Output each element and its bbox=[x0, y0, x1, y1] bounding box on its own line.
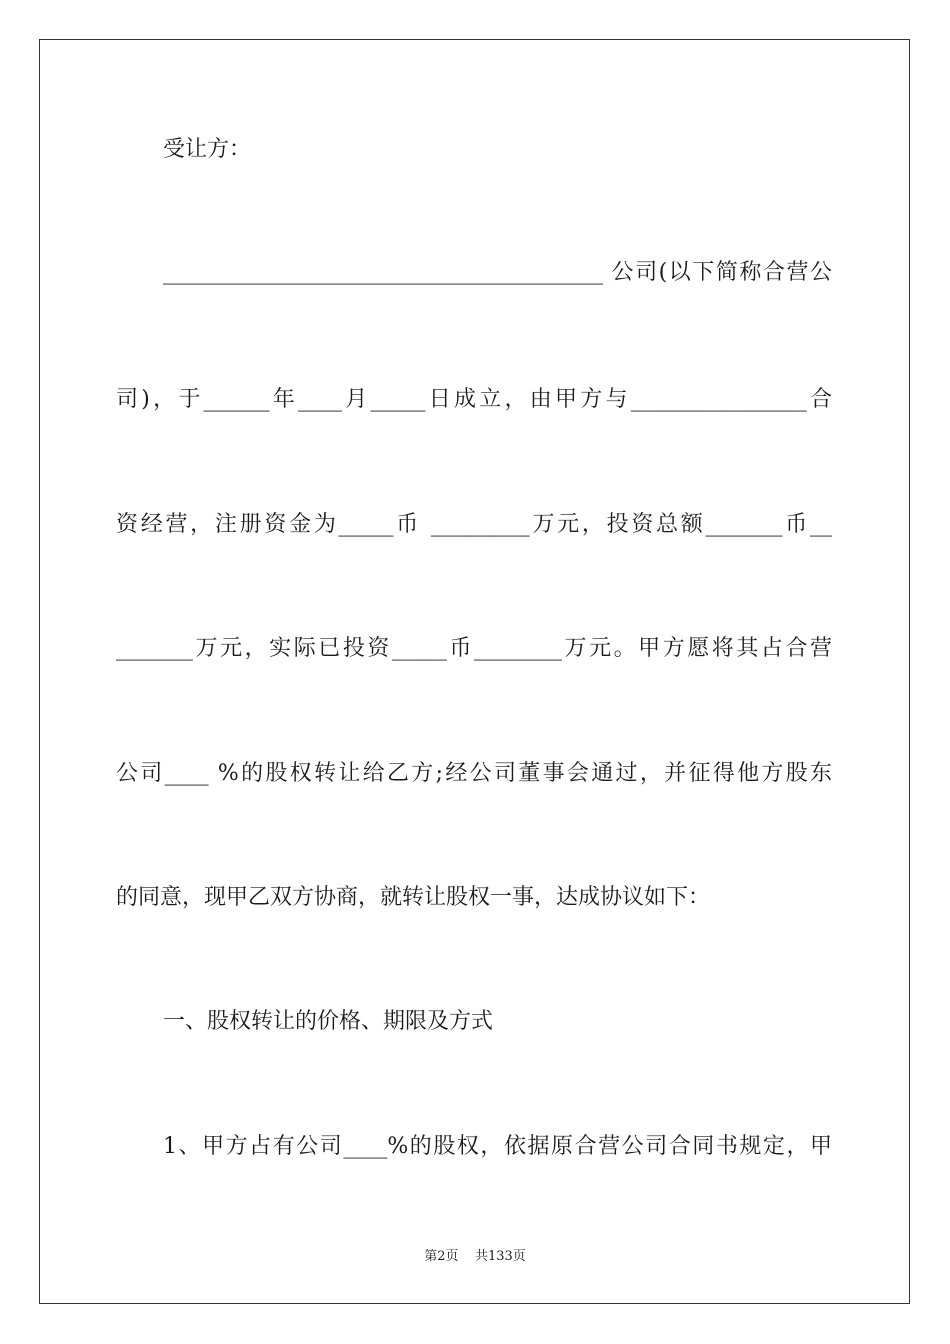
text-line: 的同意，现甲乙双方协商，就转让股权一事，达成协议如下： bbox=[116, 885, 711, 910]
page-number-footer: 第2页 共133页 bbox=[424, 1249, 526, 1264]
text-line: 司)，于______年____月_____日成立，由甲方与________________合 bbox=[116, 387, 832, 412]
text-line: 1、甲方占有公司____%的股权，依据原合营公司合同书规定，甲 bbox=[163, 1134, 832, 1159]
text-line: ________________________________________ 公司(以下简称合营公 bbox=[163, 260, 832, 285]
page-border bbox=[39, 39, 910, 1304]
text-line: _______万元，实际已投资_____币________万元。甲方愿将其占合营 bbox=[116, 636, 832, 661]
text-line: 公司____ %的股权转让给乙方;经公司董事会通过，并征得他方股东 bbox=[116, 761, 832, 786]
text-line: 受让方： bbox=[163, 137, 252, 162]
section-heading: 一、股权转让的价格、期限及方式 bbox=[163, 1009, 494, 1034]
text-line: 资经营，注册资金为_____币 _________万元，投资总额_______币__ bbox=[116, 512, 832, 537]
